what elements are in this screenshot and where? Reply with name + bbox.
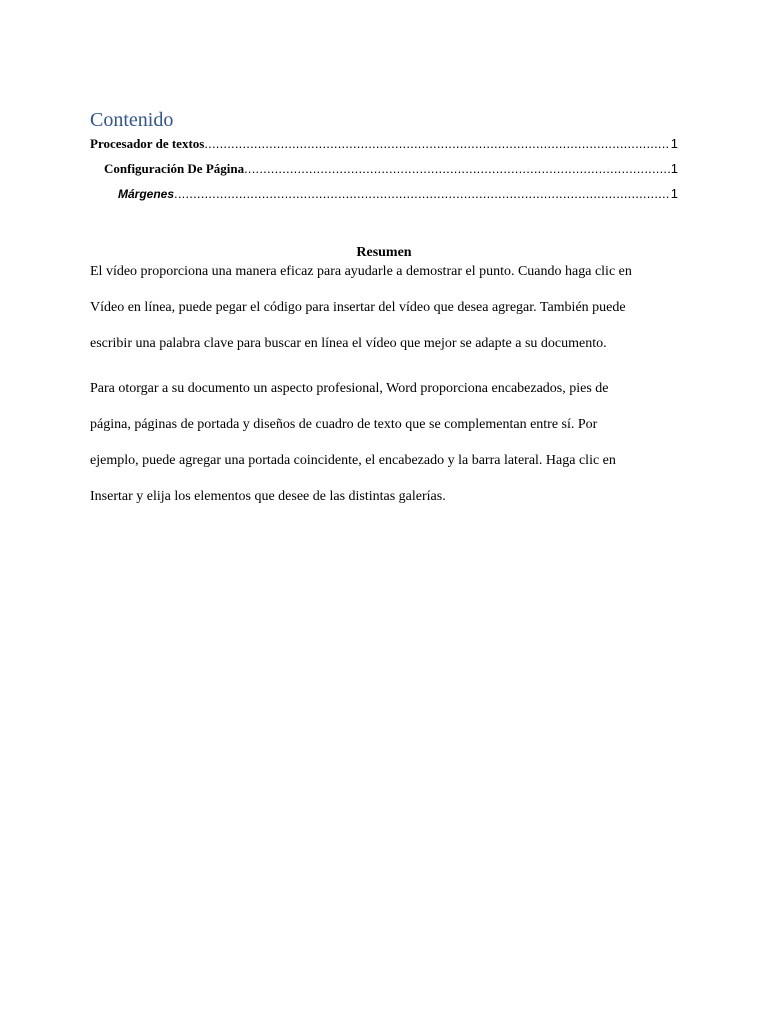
summary-heading: Resumen: [356, 245, 412, 260]
toc-leader-dots: [244, 161, 670, 176]
text-line: Vídeo en línea, puede pegar el código para insertar del vídeo que desea agregar. También puede: [90, 300, 626, 315]
text-line: Para otorgar a su documento un aspecto profesional, Word proporciona encabezados, pies de: [90, 381, 609, 396]
paragraph-2: [90, 380, 680, 524]
toc-entry-label: Configuración De Página: [104, 161, 245, 176]
toc-page-number: 1: [670, 186, 678, 201]
text-line: El vídeo proporciona una manera eficaz para ayudarle a demostrar el punto. Cuando haga clic en: [90, 264, 632, 279]
toc-entry-margenes[interactable]: [90, 186, 678, 211]
toc-entry-configuracion[interactable]: [90, 161, 678, 186]
paragraph-1: [90, 263, 680, 371]
text-line: Insertar y elija los elementos que desee de las distintas galerías.: [90, 489, 446, 504]
table-of-contents: [90, 108, 678, 211]
toc-leader-dots: [174, 186, 670, 201]
toc-entry-label: Márgenes: [118, 187, 175, 201]
toc-page-number: 1: [670, 136, 678, 151]
toc-page-number: 1: [670, 161, 678, 176]
toc-entry-label: Procesador de textos: [90, 136, 205, 151]
toc-title: Contenido: [90, 109, 174, 131]
toc-leader-dots: [204, 136, 669, 151]
text-line: ejemplo, puede agregar una portada coincidente, el encabezado y la barra lateral. Haga clic en: [90, 453, 616, 468]
text-line: página, páginas de portada y diseños de cuadro de texto que se complementan entre sí. Por: [90, 417, 598, 432]
text-line: escribir una palabra clave para buscar en línea el vídeo que mejor se adapte a su documento.: [90, 336, 607, 351]
toc-entry-procesador[interactable]: [90, 136, 678, 161]
